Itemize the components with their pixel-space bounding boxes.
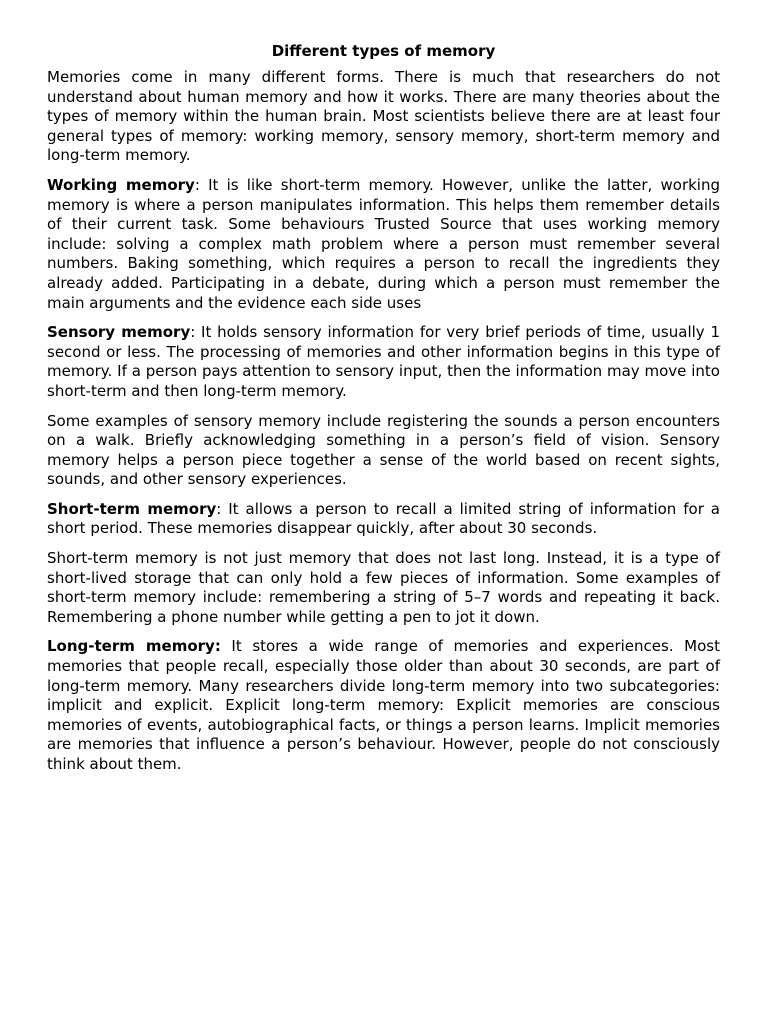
- long-term-memory-paragraph: [47, 637, 720, 774]
- short-term-memory-examples-paragraph: Short-term memory is not just memory that does not last long. Instead, it is a type of short-lived storage that can only hold a few pieces of information. Some examples of short-term memory include: remembering a string of 5–7 words and repeating it back. Remembering a phone number while getting a pen to jot it down.: [47, 549, 720, 626]
- intro-paragraph: Memories come in many different forms. There is much that researchers do not understand about human memory and how it works. There are many theories about the types of memory within the human brain. Most scientists believe there are at least four general types of memory: working memory, sensory memory, short-term memory and long-term memory.: [47, 68, 720, 165]
- long-term-memory-term: Long-term memory:: [47, 637, 221, 656]
- document-title: Different types of memory: [271, 42, 496, 60]
- working-memory-term: Working memory: [47, 175, 195, 194]
- short-term-memory-term: Short-term memory: [47, 499, 217, 518]
- short-term-memory-paragraph: [47, 500, 720, 539]
- short-term-memory-text: : It allows a person to recall a limited string of information for a short period. These memories disappear quickly, after about 30 seconds.: [47, 499, 720, 538]
- sensory-memory-examples-paragraph: Some examples of sensory memory include registering the sounds a person encounters on a walk. Briefly acknowledging something in a person’s field of vision. Sensory memory helps a person piece together a sense of the world based on recent sights, sounds, and other sensory experiences.: [47, 411, 720, 489]
- long-term-memory-text: It stores a wide range of memories and experiences. Most memories that people recall, especially those older than about 30 seconds, are part of long-term memory. Many researchers divide long-term memory into two subcategories: implicit and explicit. Explicit long-term memory: Explicit memories are conscious memories of events, autobiographical facts, or things a person learns. Implicit memories are memories that influence a person’s behaviour. However, people do not consciously think about them.: [47, 637, 720, 773]
- document-page: [47, 40, 720, 785]
- sensory-memory-term: Sensory memory: [47, 323, 191, 342]
- working-memory-text: : It is like short-term memory. However, unlike the latter, working memory is where a person manipulates information. This helps them remember details of their current task. Some behaviours Trusted Source that uses working memory include: solving a complex math problem where a person must remember several numbers. Baking something, which requires a person to recall the ingredients they already added. Participating in a debate, during which a person must remember the main arguments and the evidence each side uses: [47, 175, 720, 312]
- sensory-memory-paragraph: [47, 323, 720, 401]
- sensory-memory-text: : It holds sensory information for very brief periods of time, usually 1 second or less. The processing of memories and other information begins in this type of memory. If a person pays attention to sensory input, then the information may move into short-term and then long-term memory.: [47, 323, 720, 400]
- working-memory-paragraph: [47, 176, 720, 313]
